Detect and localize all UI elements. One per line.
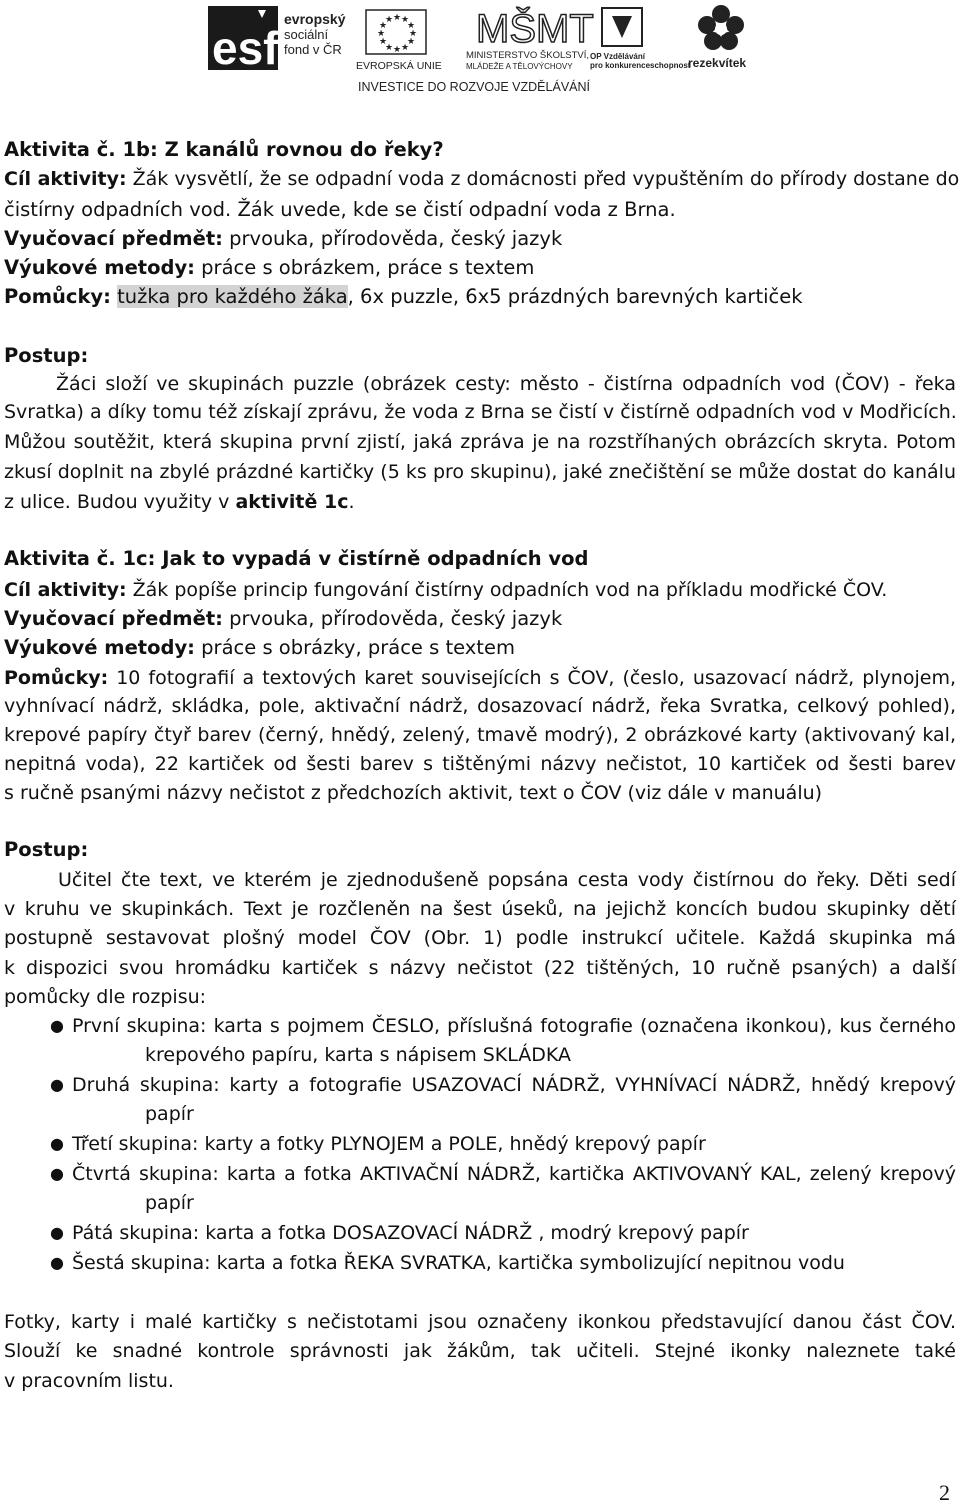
msmt-line1: MINISTERSTVO ŠKOLSTVÍ,	[466, 50, 589, 61]
closing-line1: Fotky, karty i malé kartičky s nečistotami jsou označeny ikonkou představující danou část ČOV.	[4, 1311, 956, 1333]
activity-1c-procedure-label: Postup:	[4, 838, 89, 861]
svg-text:★: ★	[379, 21, 388, 31]
methods-label: Výukové metody:	[4, 256, 195, 279]
tools-label: Pomůcky:	[4, 667, 109, 689]
bullet-icon: ●	[50, 1223, 64, 1242]
op-logo	[582, 6, 691, 76]
rezekvitek-label: rezekvítek	[688, 56, 747, 70]
msmt-mark	[466, 2, 594, 51]
flower-icon	[686, 4, 756, 54]
activity-1c-tools-line1	[4, 666, 956, 690]
methods-text: práce s obrázkem, práce s textem	[194, 256, 535, 279]
esf-logo	[208, 6, 348, 74]
bullet-icon: ●	[50, 1075, 64, 1094]
activity-1b-methods	[4, 256, 534, 280]
activity-1c-title: Aktivita č. 1c: Jak to vypadá v čistírně odpadních vod	[4, 547, 589, 570]
svg-text:★: ★	[385, 15, 394, 25]
msmt-line2: MLÁDEŽE A TĚLOVÝCHOVY	[466, 62, 573, 71]
svg-text:★: ★	[401, 15, 410, 25]
closing-line2: Slouží ke snadné kontrole správnosti jak žákům, tak učiteli. Stejné ikonky naleznete také	[4, 1340, 956, 1362]
activity-1b-goal-line1	[4, 167, 960, 191]
activity-1c-tools-line4: nepitná voda), 22 kartiček od šesti barev s tištěnými názvy nečistot, 10 kartiček od šesti barev	[4, 753, 956, 775]
svg-text:★: ★	[393, 45, 402, 55]
esf-line1: evropský	[284, 11, 346, 27]
svg-text:★: ★	[409, 29, 418, 39]
activity-1b-subject	[4, 227, 562, 251]
closing-line3: v pracovním listu.	[4, 1370, 174, 1392]
activity-1b-goal-line2: čistírny odpadních vod. Žák uvede, kde se čistí odpadní voda z Brna.	[4, 198, 676, 221]
esf-line2: sociální	[284, 27, 329, 42]
methods-text: práce s obrázky, práce s textem	[194, 636, 515, 659]
activity-1c-subject	[4, 607, 562, 631]
eu-logo	[356, 8, 442, 72]
page-number: 2	[939, 1480, 950, 1505]
eu-label: EVROPSKÁ UNIE	[356, 60, 442, 72]
procedure-line5-c: .	[348, 491, 355, 513]
rezekvitek-logo	[686, 4, 756, 74]
procedure-line1: Žáci složí ve skupinách puzzle (obrázek cesty: město - čistírna odpadních vod (ČOV) - řeka	[56, 373, 956, 395]
activity-1c-tools-line2: vyhnívací nádrž, skládka, pole, aktivační nádrž, dosazovací nádrž, řeka Svratka, celkový pohled),	[4, 695, 956, 717]
subject-label: Vyučovací předmět:	[4, 227, 223, 250]
bullet-icon: ●	[50, 1253, 64, 1272]
svg-text:★: ★	[385, 43, 394, 53]
procedure-line4: zkusí doplnit na zbylé prázdné kartičky (5 ks pro skupinu), jaké znečištění se může dostat do kanálu	[4, 461, 956, 483]
esf-line3: fond v ČR	[284, 42, 342, 57]
eu-flag	[356, 8, 436, 58]
procedure-1c-line4: k dispozici svou hromádku kartiček s názvy nečistot (22 tištěných, 10 ručně psaných) a další	[4, 957, 956, 979]
svg-text:★: ★	[407, 21, 416, 31]
msmt-text	[466, 50, 589, 72]
procedure-1c-line3: postupně sestavovat plošný model ČOV (Obr. 1) podle instrukcí učitele. Každá skupinka má	[4, 927, 956, 949]
op-text	[590, 52, 690, 70]
list-item: První skupina: karta s pojmem ČESLO, příslušná fotografie (označena ikonkou), kus černého	[72, 1015, 956, 1037]
bullet-icon: ●	[50, 1164, 64, 1183]
svg-text:esf: esf	[212, 22, 279, 74]
procedure-line5-a: z ulice. Budou využity v	[4, 491, 236, 513]
tools-text: 10 fotografií a textových karet souvisejících s ČOV, (česlo, usazovací nádrž, plynojem,	[108, 667, 956, 689]
op-mark	[582, 6, 674, 50]
list-item: Třetí skupina: karty a fotky PLYNOJEM a POLE, hnědý krepový papír	[72, 1133, 706, 1155]
tools-highlight: tužka pro každého žáka	[117, 285, 348, 308]
goal-label: Cíl aktivity:	[4, 579, 127, 601]
procedure-1c-line5: pomůcky dle rozpisu:	[4, 986, 207, 1008]
activity-1b-procedure-label: Postup:	[4, 344, 89, 367]
list-item: Šestá skupina: karta a fotka ŘEKA SVRATKA, kartička symbolizující nepitnou vodu	[72, 1252, 845, 1274]
activity-1c-tools-line5: s ručně psanými názvy nečistot z předchozích aktivit, text o ČOV (viz dále v manuálu)	[4, 782, 823, 804]
svg-text:★: ★	[379, 37, 388, 47]
list-item-continuation: papír	[145, 1103, 194, 1125]
subject-label: Vyučovací předmět:	[4, 607, 223, 630]
op-line1: OP Vzdělávání	[590, 52, 645, 61]
list-item-continuation: krepového papíru, karta s nápisem SKLÁDKA	[145, 1044, 572, 1066]
subject-text: prvouka, přírodověda, český jazyk	[222, 607, 563, 630]
subject-text: prvouka, přírodověda, český jazyk	[222, 227, 563, 250]
tools-text: , 6x puzzle, 6x5 prázdných barevných kartiček	[347, 285, 803, 308]
svg-text:MŠMT: MŠMT	[476, 7, 594, 51]
tools-label: Pomůcky:	[4, 285, 111, 308]
svg-text:★: ★	[407, 37, 416, 47]
activity-1c-methods	[4, 636, 515, 660]
header-logos	[0, 0, 960, 100]
header-slogan: INVESTICE DO ROZVOJE VZDĚLÁVÁNÍ	[358, 80, 590, 94]
list-item: Druhá skupina: karty a fotografie USAZOVACÍ NÁDRŽ, VYHNÍVACÍ NÁDRŽ, hnědý krepový	[72, 1074, 956, 1096]
list-item-continuation: papír	[145, 1192, 194, 1214]
bullet-icon: ●	[50, 1016, 64, 1035]
svg-text:★: ★	[401, 43, 410, 53]
goal-text: Žák vysvětlí, že se odpadní voda z domácnosti před vypuštěním do přírody dostane do	[126, 168, 960, 190]
activity-1c-tools-line3: krepové papíry čtyř barev (černý, hnědý, zelený, tmavě modrý), 2 obrázkové karty (aktivovaný kal,	[4, 724, 956, 746]
procedure-line3: Můžou soutěžit, která skupina první zjistí, jaká zpráva je na rozstříhaných obrázcích skryta. Potom	[4, 431, 956, 453]
list-item: Pátá skupina: karta a fotka DOSAZOVACÍ NÁDRŽ , modrý krepový papír	[72, 1222, 749, 1244]
esf-text	[284, 12, 345, 57]
goal-label: Cíl aktivity:	[4, 168, 127, 190]
activity-1b-tools	[4, 285, 803, 309]
procedure-1c-line1: Učitel čte text, ve kterém je zjednodušeně popsána cesta vody čistírnou do řeky. Děti sedí	[58, 869, 956, 891]
op-line2: pro konkurenceschopnost	[590, 61, 691, 70]
procedure-line5	[4, 490, 355, 514]
bullet-icon: ●	[50, 1134, 64, 1153]
procedure-1c-line2: v kruhu ve skupinkách. Text je rozčleněn na šest úseků, na jejichž koncích budou skupinky dětí	[4, 898, 956, 920]
procedure-line5-b: aktivitě 1c	[235, 491, 349, 513]
list-item: Čtvrtá skupina: karta a fotka AKTIVAČNÍ NÁDRŽ, kartička AKTIVOVANÝ KAL, zelený krepový	[72, 1163, 956, 1185]
activity-1c-goal	[4, 578, 887, 602]
activity-1b-title: Aktivita č. 1b: Z kanálů rovnou do řeky?	[4, 138, 444, 161]
procedure-line2: Svratka) a díky tomu též získají zprávu, že voda z Brna se čistí v čistírně odpadních vod v Modřicích.	[4, 401, 957, 423]
svg-text:★: ★	[393, 13, 402, 23]
methods-label: Výukové metody:	[4, 636, 195, 659]
msmt-logo	[466, 2, 594, 74]
svg-text:★: ★	[377, 29, 386, 39]
goal-text: Žák popíše princip fungování čistírny odpadních vod na příkladu modřické ČOV.	[126, 579, 888, 601]
